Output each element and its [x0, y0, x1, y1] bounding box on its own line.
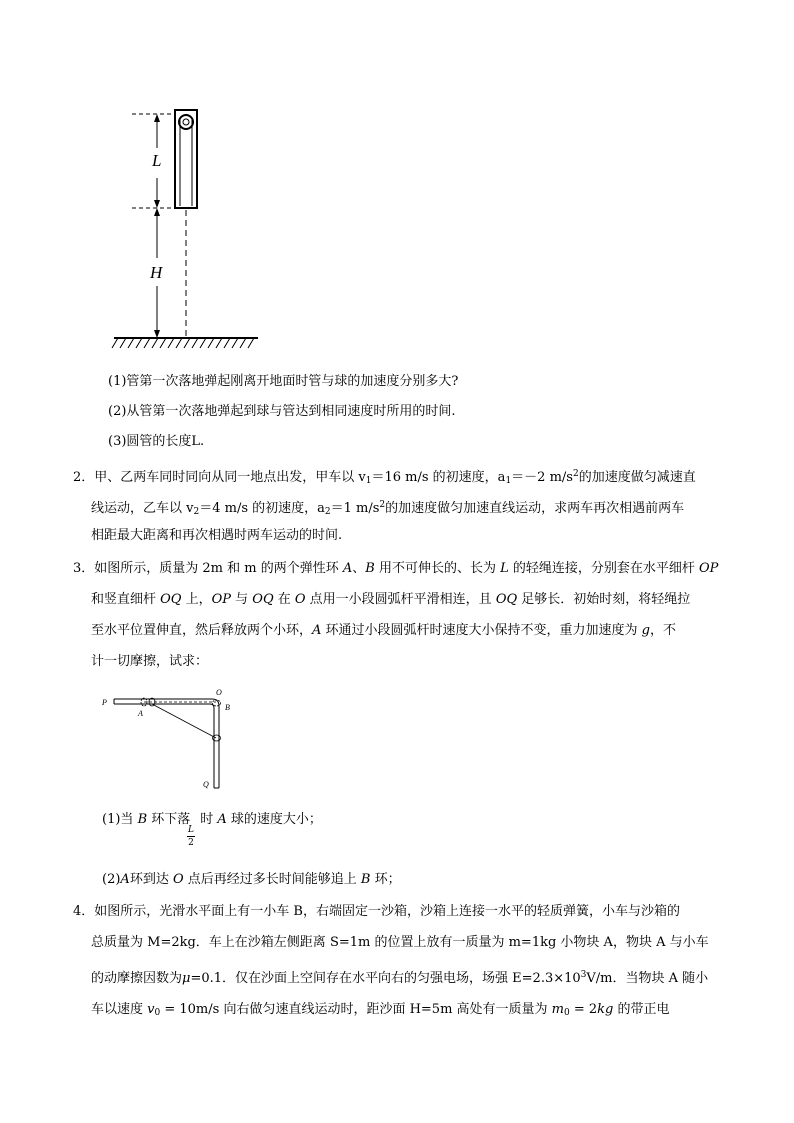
ball — [179, 115, 193, 129]
q3-number: 3． — [73, 561, 95, 576]
fig-label-O: O — [216, 688, 222, 697]
q4-number: 4． — [73, 904, 95, 919]
fraction-numerator: L — [188, 825, 194, 835]
figure-rods-rings — [100, 686, 240, 792]
q3-part2: (2)A环到达 O 点后再经过多长时间能够追上 B 环； — [102, 872, 401, 887]
q3-part1: (1)当 B 环下落 时 A 球的速度大小； — [102, 812, 322, 827]
figure-tube-drop — [100, 100, 260, 355]
q2-line2: 线运动，乙车以 $v_2=4$ m/s 的初速度，$a_2=1$ $m/s^2$的加速度做匀加速直线运动，求两车再次相遇前两车 — [91, 500, 685, 517]
q2-number: 2． — [73, 470, 95, 485]
q1-part1: (1)管第一次落地弹起刚离开地面时管与球的加速度分别多大? — [108, 374, 459, 389]
q2-line1: 2．甲、乙两车同时同向从同一地点出发，甲车以 $v_1=16$ m/s 的初速度，$a_1=-2$ $m/s^2$的加速度做匀减速直 — [73, 469, 696, 486]
q4-line2: 总质量为 M=2kg．车上在沙箱左侧距离 S=1m 的位置上放有一质量为 m=1kg 小物块 A，物块 A 与小车 — [91, 935, 709, 950]
q3-line4: 计一切摩擦，试求： — [91, 654, 209, 669]
fig-label-A: A — [138, 709, 143, 718]
q4-line3: 的动摩擦因数为μ=0.1．仅在沙面上空间存在水平向右的匀强电场，场强 $E=2.3\times 10^3V/m$．当物块 A 随小 — [91, 970, 709, 986]
fig-label-P: P — [102, 698, 107, 707]
fig-label-B: B — [225, 703, 230, 712]
fraction-denominator: 2 — [188, 838, 194, 848]
fraction-L-over-2-stack — [186, 825, 196, 848]
fig-label-Q: Q — [203, 780, 209, 789]
q4-line4: 车以速度 $v_0 = 10m/s$ 向右做匀速直线运动时，距沙面 H=5m 高处有一质量为 $m_0 = 2kg$ 的带正电 — [91, 1002, 670, 1018]
q4-line1: 4．如图所示，光滑水平面上有一小车 B，右端固定一沙箱，沙箱上连接一水平的轻质弹簧，小车与沙箱的 — [73, 904, 680, 919]
label-L: L — [152, 151, 162, 170]
q2-line3: 相距最大距离和再次相遇时两车运动的时间. — [91, 528, 343, 543]
q3-line3: 至水平位置伸直，然后释放两个小环，A 环通过小段圆弧杆时速度大小保持不变，重力加速度为 g，不 — [91, 623, 677, 638]
q1-part2: (2)从管第一次落地弹起到球与管达到相同速度时所用的时间. — [108, 404, 456, 419]
q3-line1: 3．如图所示，质量为 2m 和 m 的两个弹性环 A、B 用不可伸长的、长为 L 的轻绳连接，分别套在水平细杆 OP — [73, 561, 719, 576]
label-H: H — [150, 263, 163, 282]
q1-part3: (3)圆管的长度L. — [108, 434, 205, 449]
q3-line2: 和竖直细杆 OQ 上，OP 与 OQ 在 O 点用一小段圆弧杆平滑相连，且 OQ 足够长．初始时刻，将轻绳拉 — [91, 592, 691, 607]
